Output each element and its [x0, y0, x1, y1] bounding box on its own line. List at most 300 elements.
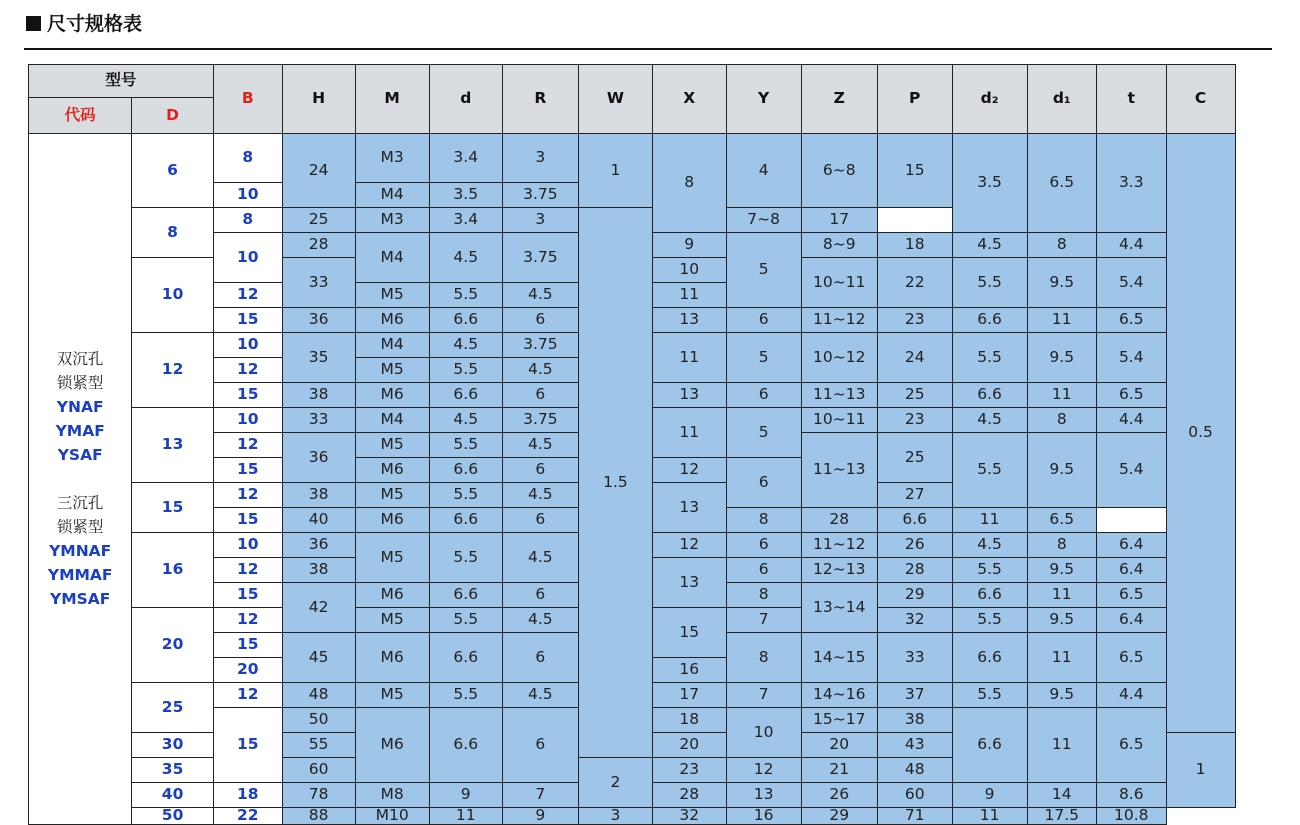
cell-r: 6: [502, 458, 578, 483]
cell-p: 25: [877, 383, 952, 408]
cell-r: 6: [502, 633, 578, 683]
cell-d: 16: [132, 533, 213, 608]
header-d-size: D: [132, 98, 213, 134]
cell-p: 17: [801, 208, 877, 233]
cell-r: 4.5: [502, 283, 578, 308]
header-code: 代码: [29, 98, 132, 134]
page-title: [26, 10, 142, 38]
header-d1: d₁: [1027, 65, 1097, 134]
cell-m: M6: [355, 308, 429, 333]
cell-t: 6.5: [1027, 508, 1097, 533]
cell-b: 10: [213, 533, 282, 558]
cell-x: 13: [652, 558, 726, 608]
cell-d: 4.5: [429, 408, 502, 433]
cell-d: 35: [132, 758, 213, 783]
header-w: W: [578, 65, 652, 134]
cell-h: 55: [282, 733, 355, 758]
cell-p: 60: [877, 783, 952, 808]
cell-b: 15: [213, 383, 282, 408]
cell-b: 20: [213, 658, 282, 683]
cell-x: 23: [652, 758, 726, 783]
header-y: Y: [726, 65, 801, 134]
cell-b: 12: [213, 558, 282, 583]
cell-b: 15: [213, 308, 282, 333]
cell-r: 6: [502, 308, 578, 333]
spec-table: [28, 64, 1300, 825]
cell-p: 48: [877, 758, 952, 783]
cell-b: 12: [213, 358, 282, 383]
cell-d2: 6.6: [952, 308, 1027, 333]
series-code: YMAF: [55, 421, 105, 440]
cell-p: 22: [877, 258, 952, 308]
series-type-label: 双沉孔: [56, 349, 104, 368]
cell-d: 50: [132, 808, 213, 825]
cell-t: 6.4: [1097, 558, 1167, 583]
header-p: P: [877, 65, 952, 134]
cell-m: M6: [355, 633, 429, 683]
table-row: [29, 783, 1300, 808]
cell-y: 7: [726, 683, 801, 708]
cell-t: 6.5: [1097, 633, 1167, 683]
cell-b: 10: [213, 333, 282, 358]
cell-d2: 4.5: [952, 408, 1027, 433]
cell-d: 3.5: [429, 183, 502, 208]
cell-m: M4: [355, 408, 429, 433]
cell-r: 3.75: [502, 408, 578, 433]
cell-x: 32: [652, 808, 726, 825]
cell-y: 13: [726, 783, 801, 808]
cell-d: 13: [132, 408, 213, 483]
cell-h: 88: [282, 808, 355, 825]
cell-z: 10~11: [801, 408, 877, 433]
page-title-text: 尺寸规格表: [47, 13, 143, 35]
header-r: R: [502, 65, 578, 134]
cell-d1: 8: [1027, 233, 1097, 258]
cell-t: 5.4: [1097, 433, 1167, 508]
cell-d1: 11: [1027, 308, 1097, 333]
cell-h: 33: [282, 408, 355, 433]
cell-b: 22: [213, 808, 282, 825]
cell-r: 9: [502, 808, 578, 825]
header-d2: d₂: [952, 65, 1027, 134]
cell-d1: 8: [1027, 533, 1097, 558]
cell-x: 12: [652, 458, 726, 483]
cell-y: 4: [726, 134, 801, 208]
table-row: [29, 308, 1300, 333]
cell-x: 17: [652, 683, 726, 708]
cell-x: 20: [652, 733, 726, 758]
cell-z: 26: [801, 783, 877, 808]
cell-x: 11: [652, 408, 726, 458]
series-code: YMSAF: [49, 589, 111, 608]
cell-d1: 11: [1027, 383, 1097, 408]
table-row: [29, 533, 1300, 558]
cell-c: 1: [1166, 733, 1235, 808]
cell-d2: 6.6: [952, 583, 1027, 608]
cell-y: 6: [726, 458, 801, 508]
cell-d: 4.5: [429, 333, 502, 358]
series-cell: [29, 134, 132, 825]
cell-h: 48: [282, 683, 355, 708]
cell-b: 12: [213, 608, 282, 633]
cell-d2: 4.5: [952, 533, 1027, 558]
cell-d: 6.6: [429, 383, 502, 408]
cell-p: 37: [877, 683, 952, 708]
cell-h: 24: [282, 134, 355, 208]
cell-r: 6: [502, 583, 578, 608]
header-m: M: [355, 65, 429, 134]
cell-d2: 9: [952, 783, 1027, 808]
cell-h: 40: [282, 508, 355, 533]
cell-t: 4.4: [1097, 233, 1167, 258]
cell-m: M10: [355, 808, 429, 825]
table-row: [29, 708, 1300, 733]
cell-z: 11~12: [801, 308, 877, 333]
cell-m: M5: [355, 433, 429, 458]
cell-m: M4: [355, 333, 429, 358]
cell-d: 6.6: [429, 458, 502, 483]
cell-y: 12: [726, 758, 801, 783]
cell-t: 8.6: [1097, 783, 1167, 808]
table-row: [29, 683, 1300, 708]
cell-h: 33: [282, 258, 355, 308]
cell-h: 25: [282, 208, 355, 233]
header-z: Z: [801, 65, 877, 134]
cell-z: 12~13: [801, 558, 877, 583]
cell-x: 11: [652, 333, 726, 383]
cell-p: 71: [877, 808, 952, 825]
cell-x: 28: [652, 783, 726, 808]
cell-x: 13: [652, 308, 726, 333]
series-type-label: 三沉孔: [56, 493, 104, 512]
cell-y: 6: [726, 308, 801, 333]
cell-m: M8: [355, 783, 429, 808]
cell-x: 8: [652, 134, 726, 233]
cell-r: 4.5: [502, 358, 578, 383]
cell-d2: 5.5: [952, 558, 1027, 583]
header-h: H: [282, 65, 355, 134]
series-code: YMMAF: [47, 565, 113, 584]
cell-b: 10: [213, 233, 282, 283]
table-row: [29, 608, 1300, 633]
cell-r: 6: [502, 383, 578, 408]
cell-m: M5: [355, 533, 429, 583]
cell-y: 10: [726, 708, 801, 758]
cell-d1: 9.5: [1027, 608, 1097, 633]
cell-d: 5.5: [429, 433, 502, 458]
cell-b: 12: [213, 433, 282, 458]
cell-d: 5.5: [429, 533, 502, 583]
cell-d: 3.4: [429, 208, 502, 233]
cell-h: 36: [282, 433, 355, 483]
cell-y: 6: [726, 383, 801, 408]
cell-d: 11: [429, 808, 502, 825]
cell-h: 38: [282, 383, 355, 408]
cell-p: 32: [877, 608, 952, 633]
cell-z: 8~9: [801, 233, 877, 258]
cell-b: 12: [213, 283, 282, 308]
cell-y: 8: [726, 633, 801, 683]
cell-d: 5.5: [429, 608, 502, 633]
cell-d: 4.5: [429, 233, 502, 283]
cell-z: 20: [801, 733, 877, 758]
cell-z: 7~8: [726, 208, 801, 233]
cell-d2: 3.5: [952, 134, 1027, 233]
cell-m: M3: [355, 134, 429, 183]
header-c: C: [1166, 65, 1235, 134]
cell-d: 12: [132, 333, 213, 408]
cell-t: 6.4: [1097, 608, 1167, 633]
cell-d1: 9.5: [1027, 683, 1097, 708]
cell-t: 6.5: [1097, 383, 1167, 408]
cell-p: 23: [877, 308, 952, 333]
cell-h: 50: [282, 708, 355, 733]
series-code: YSAF: [57, 445, 103, 464]
cell-r: 4.5: [502, 483, 578, 508]
cell-d: 5.5: [429, 483, 502, 508]
cell-r: 4.5: [502, 433, 578, 458]
cell-d2: 11: [952, 808, 1027, 825]
cell-r: 6: [502, 708, 578, 783]
cell-z: 14~16: [801, 683, 877, 708]
cell-z: 14~15: [801, 633, 877, 683]
cell-r: 4.5: [502, 533, 578, 583]
cell-h: 42: [282, 583, 355, 633]
cell-h: 36: [282, 533, 355, 558]
cell-d: 6.6: [429, 308, 502, 333]
series-code: YNAF: [56, 397, 104, 416]
cell-m: M4: [355, 183, 429, 208]
cell-d2: 6.6: [877, 508, 952, 533]
cell-b: 12: [213, 683, 282, 708]
cell-y: 5: [726, 233, 801, 308]
series-gap: [29, 467, 131, 491]
cell-x: 12: [652, 533, 726, 558]
cell-h: 38: [282, 483, 355, 508]
cell-x: 9: [652, 233, 726, 258]
cell-d1: 9.5: [1027, 258, 1097, 308]
cell-p: 33: [877, 633, 952, 683]
cell-m: M3: [355, 208, 429, 233]
cell-h: 36: [282, 308, 355, 333]
cell-r: 4.5: [502, 683, 578, 708]
cell-d: 6.6: [429, 508, 502, 533]
table-row: [29, 134, 1300, 183]
cell-d: 5.5: [429, 283, 502, 308]
cell-m: M5: [355, 683, 429, 708]
cell-p: 29: [877, 583, 952, 608]
cell-b: 8: [213, 208, 282, 233]
cell-d: 6.6: [429, 633, 502, 683]
cell-d2: 5.5: [952, 258, 1027, 308]
cell-d1: 6.5: [1027, 134, 1097, 233]
cell-r: 3.75: [502, 183, 578, 208]
cell-y: 16: [726, 808, 801, 825]
cell-h: 28: [282, 233, 355, 258]
cell-b: 10: [213, 408, 282, 433]
cell-d2: 4.5: [952, 233, 1027, 258]
cell-x: 18: [652, 708, 726, 733]
cell-x: 10: [652, 258, 726, 283]
cell-d2: 5.5: [952, 433, 1027, 508]
header-d: d: [429, 65, 502, 134]
cell-h: 45: [282, 633, 355, 683]
cell-m: M6: [355, 583, 429, 608]
cell-m: M4: [355, 233, 429, 283]
square-bullet-icon: [26, 16, 41, 31]
cell-z: 6~8: [801, 134, 877, 208]
cell-b: 15: [213, 458, 282, 483]
header-t: t: [1097, 65, 1167, 134]
cell-y: 7: [726, 608, 801, 633]
cell-t: 10.8: [1097, 808, 1167, 825]
cell-m: M5: [355, 483, 429, 508]
cell-d: 6: [132, 134, 213, 208]
cell-d2: 6.6: [952, 383, 1027, 408]
series-type-label: 锁紧型: [56, 517, 104, 536]
header-x: X: [652, 65, 726, 134]
table-row: [29, 233, 1300, 258]
cell-d: 6.6: [429, 708, 502, 783]
cell-h: 78: [282, 783, 355, 808]
cell-t: 5.4: [1097, 333, 1167, 383]
cell-z: 15~17: [801, 708, 877, 733]
cell-x: 16: [652, 658, 726, 683]
cell-x: 13: [652, 483, 726, 533]
cell-p: 18: [877, 233, 952, 258]
cell-z: 29: [801, 808, 877, 825]
cell-z: 11~13: [801, 433, 877, 508]
cell-x: 15: [652, 608, 726, 658]
cell-d1: 8: [1027, 408, 1097, 433]
cell-w: 3: [578, 808, 652, 825]
series-code: YMNAF: [49, 541, 112, 560]
cell-z: 13~14: [801, 583, 877, 633]
cell-r: 6: [502, 508, 578, 533]
cell-d1: 9.5: [1027, 558, 1097, 583]
cell-d1: 9.5: [1027, 333, 1097, 383]
table-row: [29, 383, 1300, 408]
cell-p: 15: [877, 134, 952, 208]
cell-w: 1: [578, 134, 652, 208]
cell-w: 1.5: [578, 208, 652, 758]
cell-t: 6.5: [1097, 708, 1167, 783]
cell-r: 4.5: [502, 608, 578, 633]
cell-m: M6: [355, 508, 429, 533]
cell-z: 11~13: [801, 383, 877, 408]
cell-t: 6.4: [1097, 533, 1167, 558]
cell-r: 3.75: [502, 233, 578, 283]
cell-d: 9: [429, 783, 502, 808]
cell-y: 8: [726, 583, 801, 608]
cell-z: 10~11: [801, 258, 877, 308]
cell-d: 10: [132, 258, 213, 333]
cell-d: 3.4: [429, 134, 502, 183]
cell-d: 25: [132, 683, 213, 733]
cell-p: 43: [877, 733, 952, 758]
cell-h: 38: [282, 558, 355, 583]
cell-d: 5.5: [429, 683, 502, 708]
cell-r: 7: [502, 783, 578, 808]
cell-p: 24: [877, 333, 952, 383]
cell-m: M5: [355, 358, 429, 383]
cell-b: 15: [213, 583, 282, 608]
cell-p: 28: [877, 558, 952, 583]
cell-d1: 14: [1027, 783, 1097, 808]
cell-d: 5.5: [429, 358, 502, 383]
table-row: [29, 808, 1300, 825]
cell-z: 21: [801, 758, 877, 783]
cell-r: 3.75: [502, 333, 578, 358]
table-row: [29, 408, 1300, 433]
cell-d: 20: [132, 608, 213, 683]
cell-z: 10~12: [801, 333, 877, 383]
cell-d1: 11: [1027, 633, 1097, 683]
cell-t: 4.4: [1097, 683, 1167, 708]
cell-t: 3.3: [1097, 134, 1167, 233]
cell-b: 15: [213, 708, 282, 783]
cell-d2: 6.6: [952, 633, 1027, 683]
cell-b: 15: [213, 633, 282, 658]
cell-b: 18: [213, 783, 282, 808]
cell-p: 38: [877, 708, 952, 733]
cell-t: 4.4: [1097, 408, 1167, 433]
cell-y: 8: [726, 508, 801, 533]
cell-b: 8: [213, 134, 282, 183]
cell-y: 6: [726, 533, 801, 558]
table-row: [29, 333, 1300, 358]
cell-x: 11: [652, 283, 726, 308]
cell-y: 5: [726, 408, 801, 458]
series-type-label: 锁紧型: [56, 373, 104, 392]
cell-d2: 6.6: [952, 708, 1027, 783]
cell-p: 26: [877, 533, 952, 558]
cell-d: 15: [132, 483, 213, 533]
cell-p: 23: [877, 408, 952, 433]
cell-b: 15: [213, 508, 282, 533]
title-divider: [24, 48, 1272, 50]
cell-z: 11~12: [801, 533, 877, 558]
cell-y: 6: [726, 558, 801, 583]
cell-r: 3: [502, 208, 578, 233]
cell-b: 10: [213, 183, 282, 208]
cell-b: 12: [213, 483, 282, 508]
cell-d: 30: [132, 733, 213, 758]
cell-m: M6: [355, 458, 429, 483]
cell-w: 2: [578, 758, 652, 808]
cell-p: 28: [801, 508, 877, 533]
cell-c: 0.5: [1166, 134, 1235, 733]
cell-t: 6.5: [1097, 583, 1167, 608]
cell-m: M5: [355, 283, 429, 308]
cell-x: 13: [652, 383, 726, 408]
header-model-group: 型号: [29, 65, 214, 98]
cell-p: 25: [877, 433, 952, 483]
cell-y: 5: [726, 333, 801, 383]
cell-d1: 11: [1027, 708, 1097, 783]
cell-h: 35: [282, 333, 355, 383]
cell-d1: 9.5: [1027, 433, 1097, 508]
header-b: B: [213, 65, 282, 134]
cell-t: 5.4: [1097, 258, 1167, 308]
cell-d: 40: [132, 783, 213, 808]
cell-h: 60: [282, 758, 355, 783]
cell-m: M5: [355, 608, 429, 633]
cell-m: M6: [355, 708, 429, 783]
cell-d: 6.6: [429, 583, 502, 608]
cell-d2: 5.5: [952, 608, 1027, 633]
cell-d1: 11: [1027, 583, 1097, 608]
